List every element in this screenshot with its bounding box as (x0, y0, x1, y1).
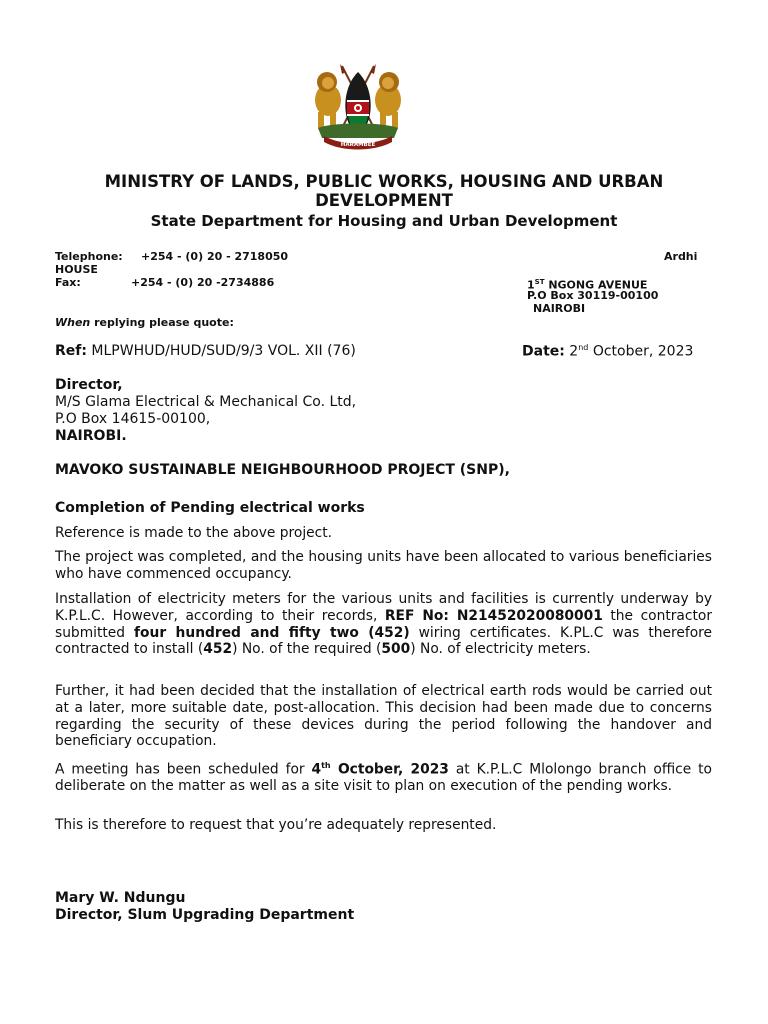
recipient-box: P.O Box 14615-00100, (55, 411, 211, 427)
reference-line: Ref: MLPWHUD/HUD/SUD/9/3 VOL. XII (76) (55, 343, 356, 359)
signatory-title: Director, Slum Upgrading Department (55, 907, 355, 923)
signatory-name: Mary W. Ndungu (55, 890, 186, 906)
telephone-number: +254 - (0) 20 - 2718050 (141, 250, 289, 263)
street-address: 1ST NGONG AVENUE (527, 278, 648, 292)
ardhi-label: Ardhi (664, 250, 698, 263)
paragraph-request: This is therefore to request that you’re adequately represented. (55, 817, 497, 833)
subheading: Completion of Pending electrical works (55, 500, 365, 516)
telephone-label: Telephone: (55, 250, 123, 263)
fax-number: +254 - (0) 20 -2734886 (131, 276, 275, 289)
paragraph-installation: Installation of electricity meters for the various units and facilities is currently underway by K.P.L.C. However, according to their records, REF No: N21452020080001 the contractor submitted four hundred and fifty two (452) wiring certificates. K.PL.C was therefore contracted to install (452) No. of the required (500) No. of electricity meters. (55, 591, 712, 658)
house-label: HOUSE (55, 263, 98, 276)
recipient-city: NAIROBI. (55, 428, 127, 444)
recipient-title: Director, (55, 377, 123, 393)
recipient-company: M/S Glama Electrical & Mechanical Co. Ltd, (55, 394, 357, 410)
coat-of-arms-emblem (302, 62, 414, 152)
paragraph-earth-rods: Further, it had been decided that the installation of electrical earth rods would be carried out at a later, more suitable date, post-allocation. This decision had been made due to concerns regarding the security of these devices during the period following the handover and beneficiary occupation. (55, 683, 712, 750)
po-box-address: P.O Box 30119-00100 (527, 289, 659, 302)
paragraph-meeting: A meeting has been scheduled for 4th October, 2023 at K.P.L.C Mlolongo branch office to deliberate on the matter as well as a site visit to plan on execution of the pending works. (55, 761, 712, 795)
date-line: Date: 2nd October, 2023 (522, 343, 694, 360)
state-department-title: State Department for Housing and Urban Development (150, 212, 618, 230)
ministry-title: MINISTRY OF LANDS, PUBLIC WORKS, HOUSING AND URBAN DEVELOPMENT (104, 172, 664, 210)
subject-heading: MAVOKO SUSTAINABLE NEIGHBOURHOOD PROJECT (SNP), (55, 462, 510, 478)
paragraph-reference: Reference is made to the above project. (55, 525, 333, 541)
paragraph-completion: The project was completed, and the housing units have been allocated to various beneficiaries who have commenced occupancy. (55, 549, 712, 582)
reply-quote-note: When replying please quote: (55, 316, 234, 329)
emblem-motto: HARAMBEE (340, 142, 376, 148)
fax-label: Fax: (55, 276, 81, 289)
city-address: NAIROBI (533, 302, 586, 315)
